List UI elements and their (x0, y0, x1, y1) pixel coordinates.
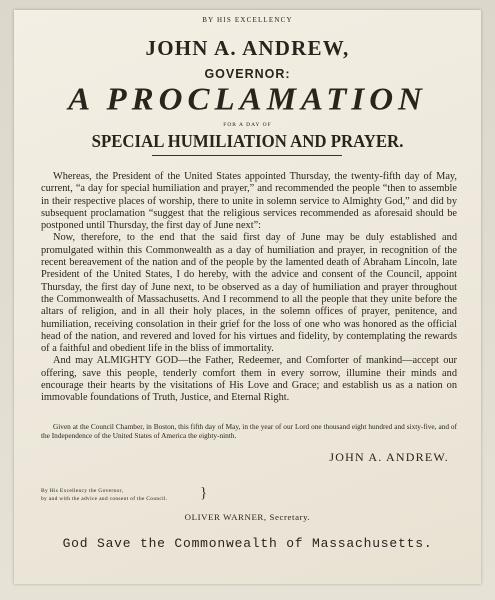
now-therefore-paragraph: Now, therefore, to the end that the said first day of June may be duly established and promulgated within this Commonwealth as a day of humiliation and prayer, in recognition of the recent bereavement of the nation and of the people by the lamented death of Abraham Lincoln, late President of the United States, I do hereby, with the advice and consent of the Council, appoint Thursday, the first day of June next, to be observed as a day of humiliation and prayer throughout the Commonwealth of Massachusetts. And I recommend to all the people that they unite before the altars of religion, and in all their holy places, in the solemn offices of prayer, penitence, and humiliation, receiving consolation in their grief for the loss of one who was honored as the official head of the nation, and revered and loved for his virtues and fidelity, by contemplating the rewards of a faithful and obedient life in the bliss of immortality. (41, 232, 457, 355)
attestation-brace: } (200, 485, 208, 501)
proclamation-subject: SPECIAL HUMILIATION AND PRAYER. (91, 131, 404, 151)
by-his-excellency: BY HIS EXCELLENCY (202, 16, 293, 24)
governor-name: JOHN A. ANDREW, (145, 36, 350, 60)
attestation-note (41, 487, 168, 503)
heading-rule (152, 155, 342, 156)
given-at-paragraph: Given at the Council Chamber, in Boston, this fifth day of May, in the year of our Lord one thousand eight hundred and sixty-five, and of the Independence of the United States of America the eighty-ninth. (41, 422, 457, 441)
closing-line: God Save the Commonwealth of Massachusetts. (62, 536, 433, 551)
proclamation-body (41, 171, 457, 405)
proclamation-heading: A PROCLAMATION (68, 82, 427, 118)
governor-signature: JOHN A. ANDREW. (329, 450, 449, 464)
whereas-paragraph: Whereas, the President of the United States appointed Thursday, the twenty-fifth day of May, current, “a day for special humiliation and prayer,” and recommended the people “then to assemble in their respective places of worship, there to unite in solemn service to Almighty God,” and did by subsequent proclamation “suggest that the religious services recommended as aforesaid should be postponed until Thursday, the first day of June next”: (41, 171, 457, 232)
proclamation-sheet (14, 10, 481, 584)
secretary-line: OLIVER WARNER, Secretary. (184, 512, 311, 522)
for-a-day-of: FOR A DAY OF (223, 122, 272, 128)
attestation-line-2: by and with the advice and consent of the Council. (41, 496, 168, 502)
governor-title: GOVERNOR: (204, 67, 291, 81)
almighty-god-paragraph: And may ALMIGHTY GOD—the Father, Redeemer, and Comforter of mankind—accept our offering, save this people, tenderly comfort them in every sorrow, illumine their minds and encourage their hearts by the visitations of His Love and Grace; and establish us as a nation on immovable foundations of Truth, Justice, and Eternal Right. (41, 355, 457, 404)
attestation-line-1: By His Excellency the Governor, (41, 488, 124, 494)
